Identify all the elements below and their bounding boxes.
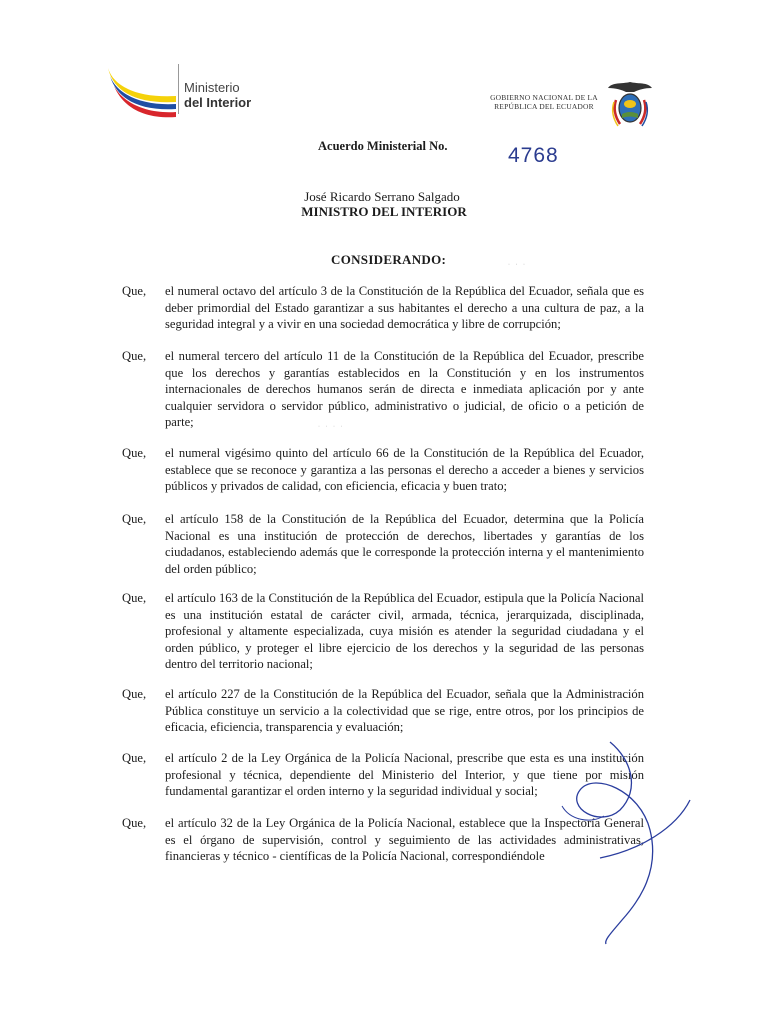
clause-text: el artículo 32 de la Ley Orgánica de la Policía Nacional, establece que la Inspectoría General es el órgano de supervisión, control y seguimiento de las actividades administrativas, financieras y técnico - científicas de la Policía Nacional, correspondiéndole bbox=[165, 816, 644, 863]
clause-3 bbox=[122, 445, 644, 495]
clause-text: el artículo 163 de la Constitución de la República del Ecuador, estipula que la Policía Nacional es una institución estatal de carácter civil, armada, técnica, jerarquizada, disciplinada, profesional y altamente especializada, cuya misión es atender la seguridad ciudadana y el orden público, y proteger el libre ejercicio de los derechos y la seguridad de las personas dentro del territorio nacional; bbox=[165, 591, 644, 671]
clause-text: el artículo 227 de la Constitución de la República del Ecuador, señala que la Administración Pública constituye un servicio a la colectividad que se rige, entre otros, por los principios de eficacia, eficiencia, transparencia y evaluación; bbox=[165, 687, 644, 734]
scan-specks: · · · · bbox=[318, 424, 345, 430]
clause-5 bbox=[122, 590, 644, 673]
clause-label: Que, bbox=[122, 591, 147, 605]
minister-name: José Ricardo Serrano Salgado bbox=[304, 189, 460, 204]
clause-label: Que, bbox=[122, 446, 147, 460]
clause-text: el artículo 158 de la Constitución de la República del Ecuador, determina que la Policía Nacional es una institución de protección de derechos, libertades y garantías de los ciudadanos, estableciendo además que le corresponde la protección interna y el mantenimiento del orden público; bbox=[165, 512, 644, 576]
clause-2 bbox=[122, 348, 644, 431]
government-line1: GOBIERNO NACIONAL DE LA bbox=[490, 93, 598, 102]
clause-4 bbox=[122, 511, 644, 577]
clause-label: Que, bbox=[122, 349, 147, 363]
government-line2: REPÚBLICA DEL ECUADOR bbox=[494, 102, 594, 111]
ministry-wordmark bbox=[184, 80, 251, 110]
clause-label: Que, bbox=[122, 284, 147, 298]
coat-of-arms-icon bbox=[606, 80, 654, 130]
ministry-line2: del Interior bbox=[184, 95, 252, 110]
clause-7 bbox=[122, 750, 644, 800]
clause-1 bbox=[122, 283, 644, 333]
clause-label: Que, bbox=[122, 816, 147, 830]
agreement-label: Acuerdo Ministerial No. bbox=[318, 139, 448, 153]
clause-label: Que, bbox=[122, 751, 147, 765]
clause-8 bbox=[122, 815, 644, 865]
government-label bbox=[482, 93, 606, 111]
flag-swoosh-icon bbox=[100, 62, 180, 122]
clause-text: el numeral octavo del artículo 3 de la Constitución de la República del Ecuador, señala que es deber primordial del Estado garantizar a sus habitantes el derecho a una cultura de paz, a la seguridad integral y a vivir en una sociedad democrática y libre de corrupción; bbox=[165, 284, 644, 331]
logo-divider bbox=[178, 64, 179, 114]
clause-text: el artículo 2 de la Ley Orgánica de la Policía Nacional, prescribe que esta es una institución profesional y técnica, dependiente del Ministerio del Interior, y que tiene por misión fundamental garantizar el orden interno y la seguridad individual y social; bbox=[165, 751, 644, 798]
minister-title: MINISTRO DEL INTERIOR bbox=[301, 204, 467, 219]
clause-label: Que, bbox=[122, 687, 147, 701]
considerando-heading: CONSIDERANDO: bbox=[331, 252, 447, 267]
clause-text: el numeral vigésimo quinto del artículo 66 de la Constitución de la República del Ecuador, establece que se reconoce y garantiza a las personas el derecho a acceder a bienes y servicios públicos y privados de calidad, con eficiencia, eficacia y buen trato; bbox=[165, 446, 644, 493]
clause-6 bbox=[122, 686, 644, 736]
ministry-line1: Ministerio bbox=[184, 80, 240, 95]
clause-label: Que, bbox=[122, 512, 147, 526]
agreement-number: 4768 bbox=[508, 144, 559, 167]
scan-specks: · · · bbox=[508, 262, 527, 268]
ministry-logo bbox=[100, 62, 260, 126]
clause-text: el numeral tercero del artículo 11 de la Constitución de la República del Ecuador, prescribe que los derechos y garantías establecidos en la Constitución y en los instrumentos internacionales de derechos humanos serán de directa e inmediata aplicación por y ante cualquier servidora o servidor público, administrativo o judicial, de oficio o a petición de parte; bbox=[165, 349, 644, 429]
